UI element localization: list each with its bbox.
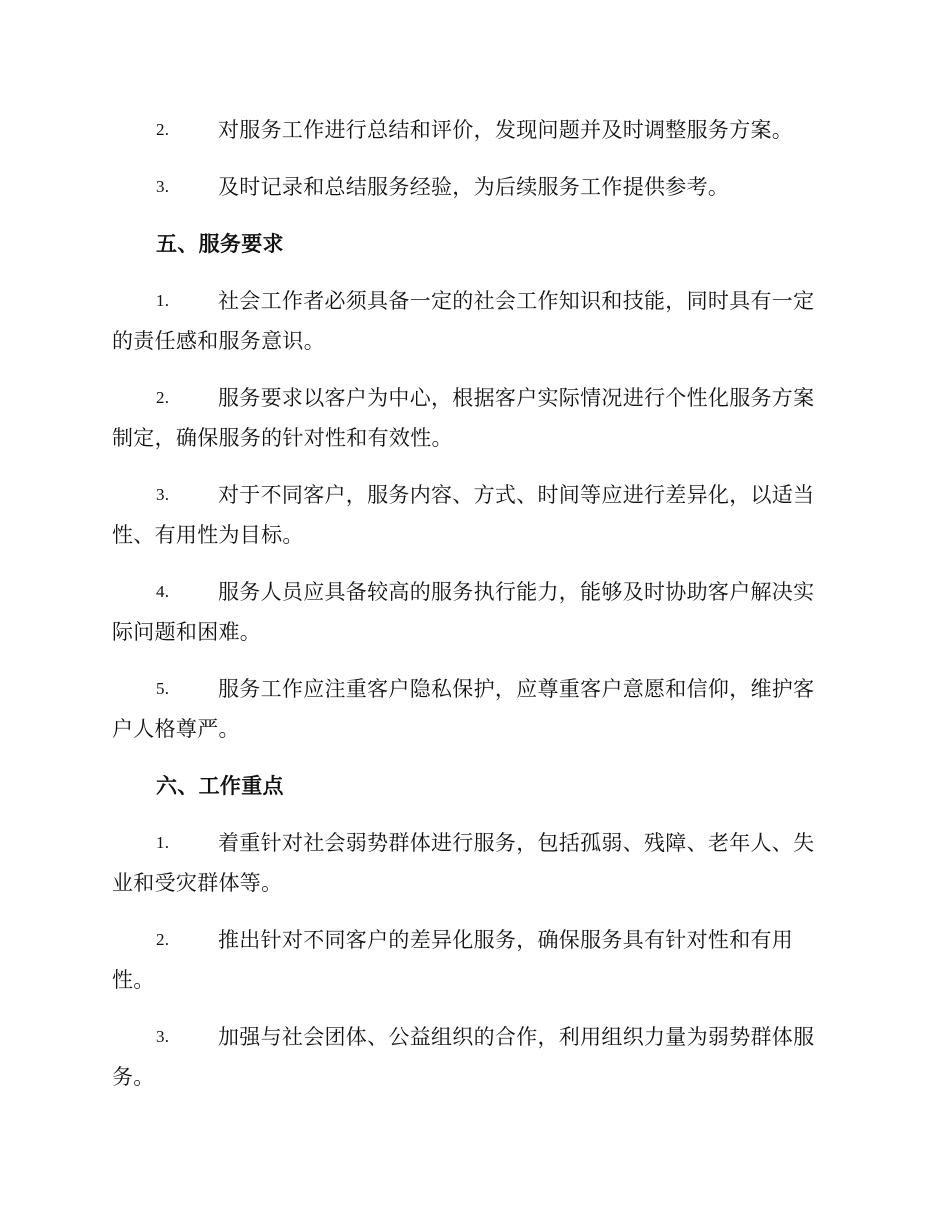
section-heading: 六、工作重点 (156, 773, 284, 798)
item-text: 服务工作应注重客户隐私保护，应尊重客户意愿和信仰，维护客户人格尊严。 (112, 677, 815, 741)
list-item (112, 920, 834, 1000)
list-item (112, 167, 834, 207)
item-text: 推出针对不同客户的差异化服务，确保服务具有针对性和有用性。 (112, 928, 794, 992)
item-text: 加强与社会团体、公益组织的合作，利用组织力量为弱势群体服务。 (112, 1025, 815, 1089)
item-number: 4. (156, 582, 170, 601)
list-item (112, 378, 834, 458)
list-item (112, 110, 834, 150)
list-item (112, 475, 834, 555)
item-number: 1. (156, 833, 170, 852)
item-text: 服务要求以客户为中心，根据客户实际情况进行个性化服务方案制定，确保服务的针对性和有效性。 (112, 386, 815, 450)
list-item (112, 572, 834, 652)
item-number: 1. (156, 291, 170, 310)
list-item (112, 281, 834, 361)
section-heading: 五、服务要求 (156, 231, 284, 256)
item-text: 及时记录和总结服务经验，为后续服务工作提供参考。 (218, 175, 730, 199)
item-text: 着重针对社会弱势群体进行服务，包括孤弱、残障、老年人、失业和受灾群体等。 (112, 831, 815, 895)
list-item (112, 823, 834, 903)
item-number: 2. (156, 388, 170, 407)
item-text: 对服务工作进行总结和评价，发现问题并及时调整服务方案。 (218, 118, 794, 142)
item-number: 5. (156, 679, 170, 698)
item-text: 对于不同客户，服务内容、方式、时间等应进行差异化，以适当性、有用性为目标。 (112, 483, 815, 547)
list-item (112, 669, 834, 749)
item-number: 2. (156, 930, 170, 949)
item-number: 3. (156, 177, 170, 196)
item-number: 2. (156, 120, 170, 139)
item-text: 服务人员应具备较高的服务执行能力，能够及时协助客户解决实际问题和困难。 (112, 580, 815, 644)
list-item (112, 1017, 834, 1097)
item-number: 3. (156, 485, 170, 504)
document-body (112, 110, 834, 1114)
item-text: 社会工作者必须具备一定的社会工作知识和技能，同时具有一定的责任感和服务意识。 (112, 289, 815, 353)
item-number: 3. (156, 1027, 170, 1046)
